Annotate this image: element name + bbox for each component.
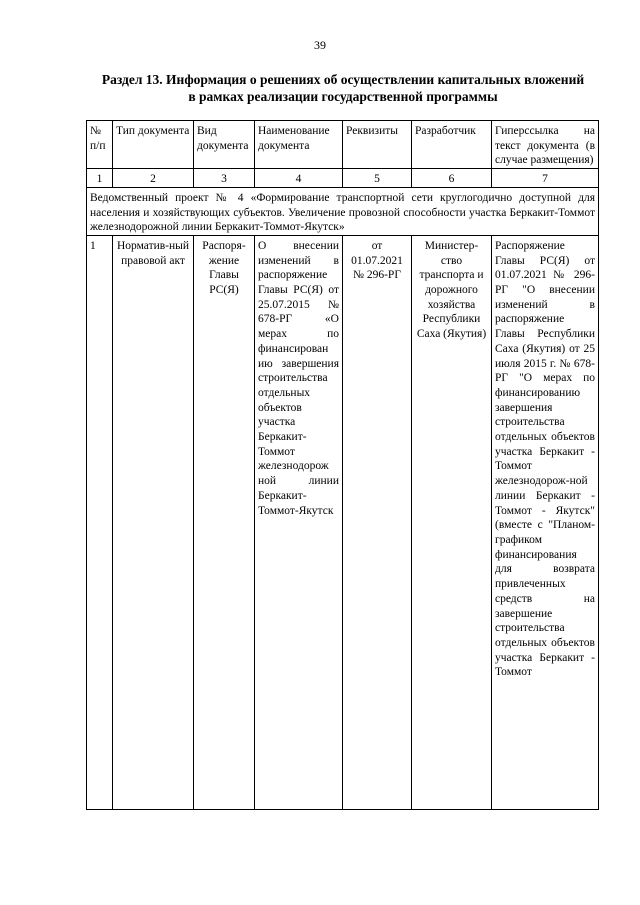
- document-kind: Распоря-жение Главы РС(Я): [194, 235, 255, 809]
- column-number: 5: [343, 169, 412, 188]
- project-row: [87, 187, 599, 235]
- column-number-row: [87, 169, 599, 188]
- document-requisites: от 01.07.2021 № 296-РГ: [343, 235, 412, 809]
- header-cell: Наименование документа: [255, 121, 343, 169]
- header-cell: Реквизиты: [343, 121, 412, 169]
- column-number: 7: [492, 169, 599, 188]
- project-title: Ведомственный проект № 4 «Формирование транспортной сети круглогодично доступной для населения и хозяйствующих субъектов. Увеличение провозной способности участка Беркакит-Томмот железнодорожной линии Беркакит-Томмот-Якутск»: [87, 187, 599, 235]
- document-name: О внесении изменений в распоряжение Главы РС(Я) от 25.07.2015 № 678-РГ «О мерах по финансирован ию завершения строительства отдельных объектов участка Беркакит-Томмот железнодорож ной линии Беркакит-Томмот-Якутск: [255, 235, 343, 809]
- header-cell: Разработчик: [412, 121, 492, 169]
- header-cell: Вид документа: [194, 121, 255, 169]
- column-number: 2: [113, 169, 194, 188]
- row-number: 1: [87, 235, 113, 809]
- header-cell: № п/п: [87, 121, 113, 169]
- header-row: [87, 121, 599, 169]
- table-row: [87, 235, 599, 809]
- document-developer: Министер-ство транспорта и дорожного хозяйства Республики Саха (Якутия): [412, 235, 492, 809]
- decisions-table: [86, 120, 599, 810]
- document-hyperlink: Распоряжение Главы РС(Я) от 01.07.2021 № 296-РГ "О внесении изменений в распоряжение Главы Республики Саха (Якутия) от 25 июля 2015 г. № 678-РГ "О мерах по финансированию завершения строительства отдельных объектов участка Беркакит - Томмот железнодорож-ной линии Беркакит - Томмот - Якутск" (вместе с "Планом-графиком финансирования для возврата привлеченных средств на завершение строительства отдельных объектов участка Беркакит - Томмот: [492, 235, 599, 809]
- document-type: Норматив-ный правовой акт: [113, 235, 194, 809]
- column-number: 3: [194, 169, 255, 188]
- header-cell: Тип документа: [113, 121, 194, 169]
- page-number: 39: [314, 38, 326, 52]
- column-number: 4: [255, 169, 343, 188]
- section-title: Раздел 13. Информация о решениях об осуществлении капитальных вложений в рамках реализации государственной программы: [101, 72, 585, 104]
- column-number: 1: [87, 169, 113, 188]
- column-number: 6: [412, 169, 492, 188]
- header-cell: Гиперссылка на текст документа (в случае размещения): [492, 121, 599, 169]
